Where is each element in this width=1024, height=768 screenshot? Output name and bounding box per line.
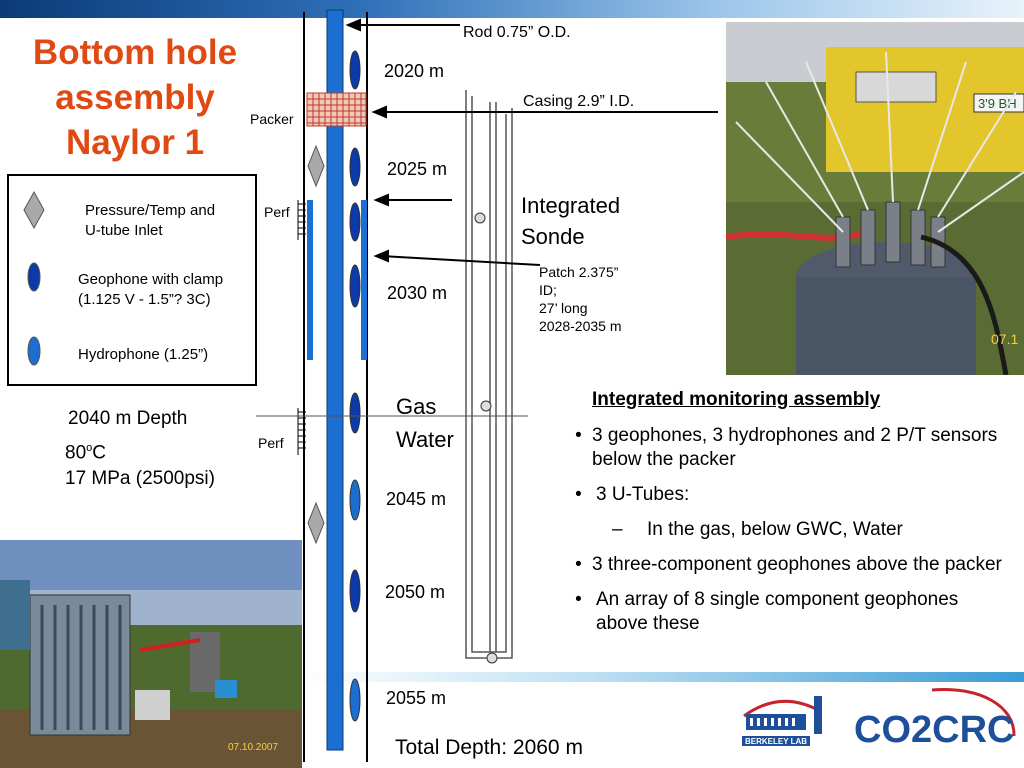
depth-2025: 2025 m [387,159,448,179]
sonde-valve-upper [475,213,485,223]
photo-date-stamp-top: 07.1 [991,331,1019,347]
bullet-item-1 [565,424,1005,472]
geophone-5 [350,393,360,433]
co2crc-emblem [850,686,1020,760]
bullet-marker: • [575,554,582,575]
bullet-text-4: An array of 8 single component geophones above these [596,589,959,634]
pressure-temp-sensor-lower [308,503,324,543]
berkeley-lab-emblem [740,688,832,748]
hydrophone-1 [350,480,360,520]
geophone-6 [350,570,360,612]
geophone-2 [350,148,360,186]
patch-line3: 27’ long [539,300,588,316]
legend-hydrophone: Hydrophone (1.25”) [78,346,209,363]
slide-title [10,30,260,165]
title-line-1: Bottom hole [32,33,238,72]
legend-pt-line2: U-tube Inlet [85,222,163,239]
integrated-sonde-tubes [466,90,512,658]
depth-2045: 2045 m [386,489,447,509]
berkeley-logo-text: BERKELEY LAB [745,737,808,746]
berkeley-lab-logo [740,688,832,748]
rod-arrow-head [348,20,360,30]
bullet-item-4 [565,588,1005,636]
sonde-label-line2: Sonde [521,224,585,249]
sonde-label [521,190,620,252]
bullet-marker: • [575,589,582,610]
depth-2055: 2055 m [386,688,447,708]
hydrophone-icon [28,337,40,365]
title-line-3: Naylor 1 [65,123,205,162]
geophone-1 [350,51,360,89]
packer [307,93,366,126]
sonde-valve-lower [487,653,497,663]
bullet-text-2: 3 U-Tubes: [596,484,690,505]
bullet-item-2 [565,483,1005,507]
depth-2030: 2030 m [387,283,448,303]
legend-geophone [78,270,223,310]
photo-site [0,540,302,768]
patch-arrow-head [376,251,388,261]
bullets-heading: Integrated monitoring assembly [592,389,881,410]
legend-geo-line2: (1.125 V - 1.5”? 3C) [78,291,211,308]
photo-site-art [0,540,302,768]
gas-label: Gas [396,394,437,419]
perf-label-lower: Perf [258,435,284,451]
geophone-icon [28,263,40,291]
temp-sup: o [86,442,93,454]
rod-label: Rod 0.75” O.D. [463,24,571,41]
legend-symbols [20,190,60,370]
packer-label: Packer [250,111,294,127]
dash-marker: – [612,519,623,540]
legend-pressure-temp [85,201,215,241]
patch-label [539,263,622,335]
title-line-2: assembly [55,78,215,117]
depth-text: 2040 m Depth [68,408,188,429]
photo-date-stamp-bottom: 07.10.2007 [228,742,279,753]
photo-wellhead [726,22,1024,375]
depth-2050: 2050 m [385,582,446,602]
casing-label: Casing 2.9” I.D. [523,93,635,110]
patch-line4: 2028-2035 m [539,318,622,334]
bullet-text-1: 3 geophones, 3 hydrophones and 2 P/T sensors below the packer [592,425,998,470]
patch-line2: ID; [539,282,557,298]
temp-unit: C [92,442,106,464]
temp-value: 80 [65,442,87,464]
patch-right [361,200,367,360]
bullet-marker: • [575,425,582,446]
co2crc-logo-text: CO2CRC [854,709,1015,751]
bullet-subitem [612,518,1005,542]
patch-left [307,200,313,360]
patch-arrow [380,256,540,265]
geophone-4 [350,265,360,307]
pressure-temp-icon [24,192,44,228]
patch-line1: Patch 2.375” [539,264,619,280]
co2crc-logo [850,686,1020,760]
perf-arrow-head [376,195,388,205]
casing-arrow-head [374,107,386,117]
sonde-valve-middle [481,401,491,411]
truck-plate: 3'9 BH [978,96,1017,111]
wellbore-diagram [250,0,730,768]
perf-label-upper: Perf [264,204,290,220]
depth-2020: 2020 m [384,61,445,81]
bullet-item-3 [565,553,1005,577]
sonde-label-line1: Integrated [521,193,621,218]
pressure-temp-sensor-upper [308,146,324,186]
total-depth: Total Depth: 2060 m [395,736,583,759]
hydrophone-2 [350,679,360,721]
temperature-text [65,442,106,464]
monitoring-bullets [565,388,1005,647]
bullet-marker: • [575,484,582,505]
photo-wellhead-art [726,22,1024,375]
legend-pt-line1: Pressure/Temp and [85,202,216,219]
water-label: Water [396,427,454,452]
pressure-text: 17 MPa (2500psi) [65,468,215,489]
bullet-text-3: 3 three-component geophones above the packer [592,554,1002,575]
geophone-3 [350,203,360,241]
bullet-subtext: In the gas, below GWC, Water [647,519,903,540]
legend-geo-line1: Geophone with clamp [78,271,224,288]
